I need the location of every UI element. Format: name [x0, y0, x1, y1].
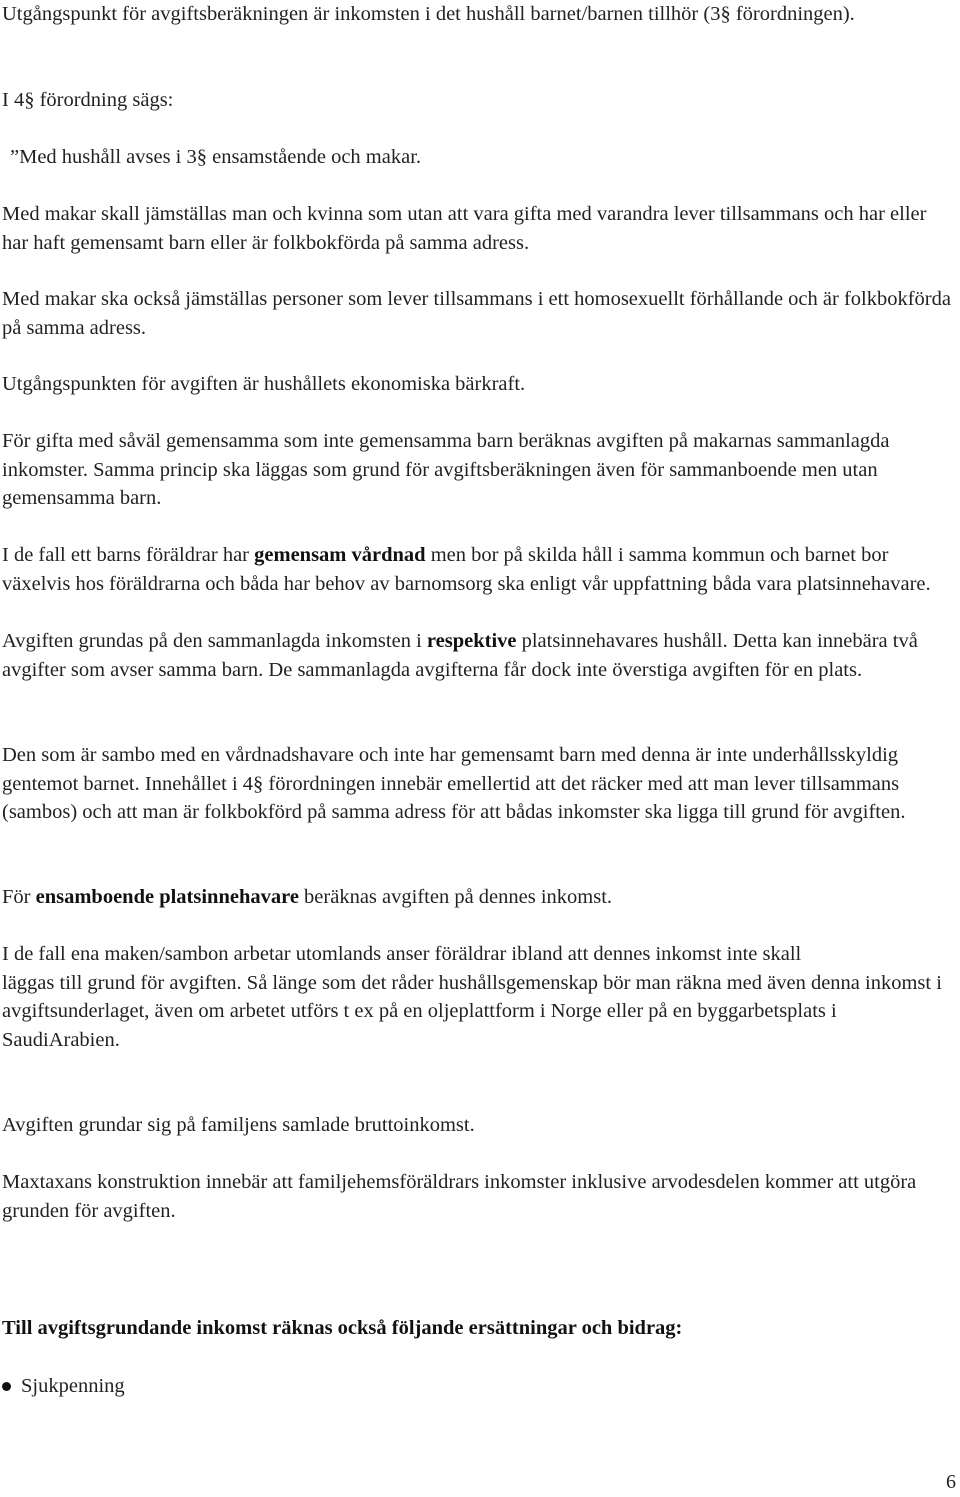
bullet-icon	[2, 1382, 11, 1391]
paragraph: Den som är sambo med en vårdnadshavare och inte har gemensamt barn med denna är inte underhållsskyldig gentemot barnet. Innehållet i 4§ förordningen innebär emellertid att det räcker med att man lever tillsammans (sambos) och att man är folkbokförd på samma adress för att bådas inkomster ska ligga till grund för avgiften.	[2, 744, 906, 823]
text-run: Avgiften grundas på den sammanlagda inkomsten i	[2, 630, 427, 652]
section-heading: Till avgiftsgrundande inkomst räknas också följande ersättningar och bidrag:	[2, 1317, 683, 1339]
paragraph: Med makar ska också jämställas personer som lever tillsammans i ett homosexuellt förhållande och är folkbokförda på samma adress.	[2, 288, 951, 339]
quote-paragraph: ”Med hushåll avses i 3§ ensamstående och makar.	[10, 146, 422, 168]
list-item	[2, 1372, 125, 1401]
paragraph	[2, 883, 952, 912]
text-run: platsinnehavares hushåll. Detta kan innebära två avgifter som avser samma barn. De sammanlagda avgifterna får dock inte överstiga avgiften för en plats.	[2, 630, 918, 681]
paragraph: Med makar skall jämställas man och kvinna som utan att vara gifta med varandra lever tillsammans och har eller har haft gemensamt barn eller är folkbokförda på samma adress.	[2, 203, 927, 254]
bold-text: respektive	[426, 630, 517, 652]
bold-text: gemensam vårdnad	[254, 544, 426, 566]
paragraph	[2, 627, 952, 684]
paragraph: Maxtaxans konstruktion innebär att familjehemsföräldrars inkomster inklusive arvodesdelen kommer att utgöra grunden för avgiften.	[2, 1171, 917, 1222]
paragraph	[2, 940, 952, 1054]
text-run: beräknas avgiften på dennes inkomst.	[298, 886, 613, 908]
text-run: I de fall ena maken/sambon arbetar utomlands anser föräldrar ibland att dennes inkomst inte skall	[2, 943, 802, 965]
text-run: För	[2, 886, 36, 908]
text-run: I de fall ett barns föräldrar har	[2, 544, 255, 566]
list-item-label: Sjukpenning	[21, 1375, 125, 1397]
paragraph	[2, 541, 952, 598]
paragraph: I 4§ förordning sägs:	[2, 89, 174, 111]
text-run: men bor på skilda håll i samma kommun och barnet bor växelvis hos föräldrarna och båda har behov av barnomsorg ska enligt vår uppfattning båda vara platsinnehavare.	[2, 544, 931, 595]
paragraph: Avgiften grundar sig på familjens samlade bruttoinkomst.	[2, 1114, 475, 1136]
paragraph: Utgångspunkt för avgiftsberäkningen är inkomsten i det hushåll barnet/barnen tillhör (3§ förordningen).	[2, 3, 855, 25]
bold-text: ensamboende platsinnehavare	[35, 886, 299, 908]
paragraph: För gifta med såväl gemensamma som inte gemensamma barn beräknas avgiften på makarnas sammanlagda inkomster. Samma princip ska läggas som grund för avgiftsberäkningen även för sammanboende men utan gemensamma barn.	[2, 430, 890, 509]
text-run: läggas till grund för avgiften. Så länge som det råder hushållsgemenskap bör man räkna med även denna inkomst i avgiftsunderlaget, även om arbetet utförs t ex på en oljeplattform i Norge eller på en byggarbetsplats i SaudiArabien.	[2, 971, 942, 1051]
paragraph: Utgångspunkten för avgiften är hushållets ekonomiska bärkraft.	[2, 373, 526, 395]
page-number: 6	[946, 1471, 956, 1493]
